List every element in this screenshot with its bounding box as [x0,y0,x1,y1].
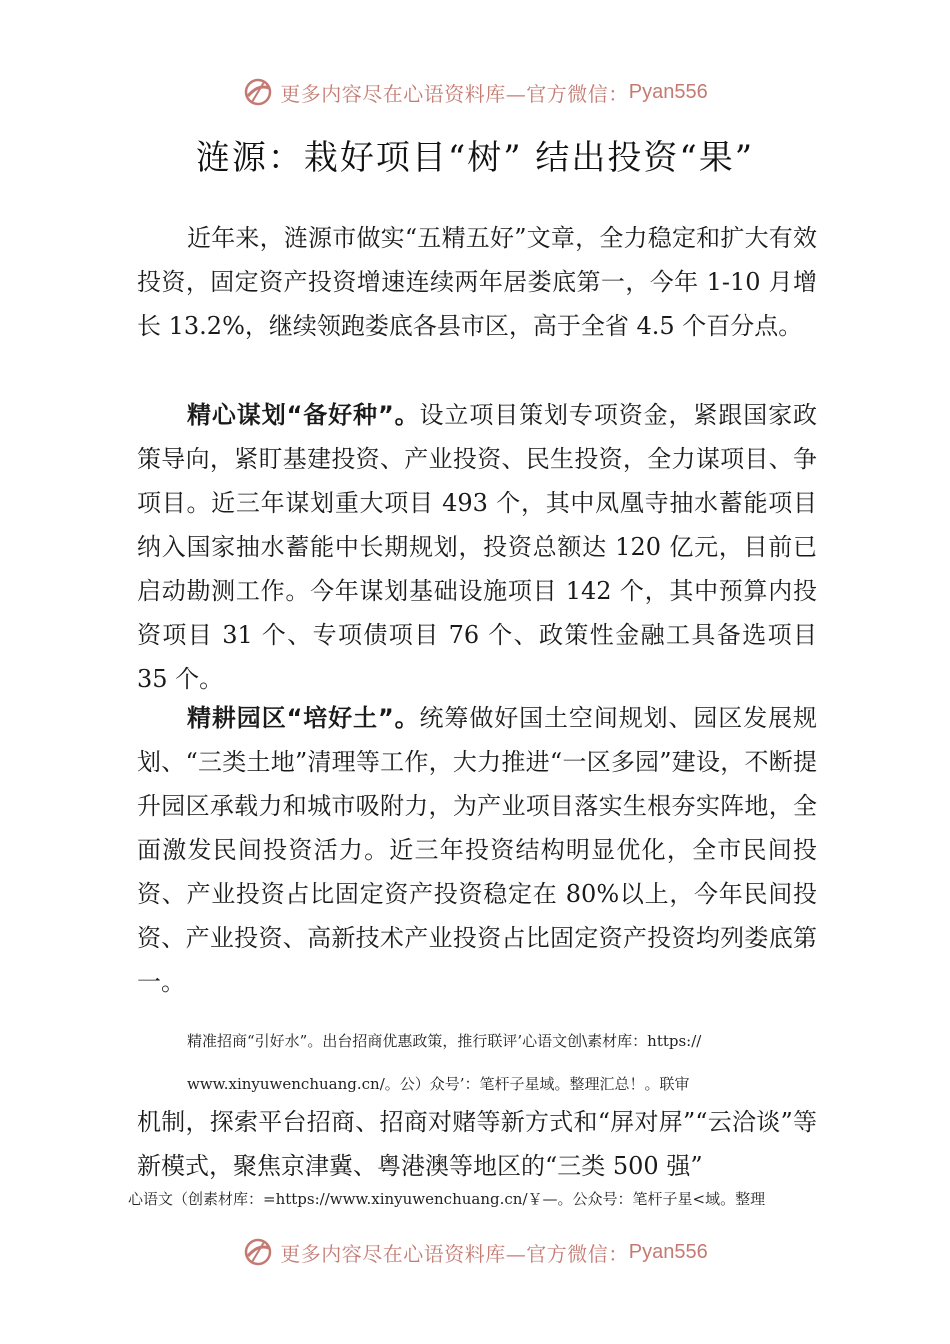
paragraph-park-lead: 精耕园区“培好土”。 [187,704,420,732]
logo-icon [242,1236,274,1268]
paragraph-park-body: 统筹做好国土空间规划、园区发展规划、“三类土地”清理等工作，大力推进“一区多园”建设，不断提升园区承载力和城市吸附力，为产业项目落实生根夯实阵地，全面激发民间投资活力。近三年投资结构明显优化，全市民间投资、产业投资占比固定资产投资稳定在 80%以上，今年民间投资、产业投资、高新技术产业投资占比固定资产投资均列娄底第一。 [137,704,818,996]
paragraph-intro: 近年来，涟源市做实“五精五好”文章，全力稳定和扩大有效投资，固定资产投资增速连续两年居娄底第一，今年 1-10 月增长 13.2%，继续领跑娄底各县市区，高于全省 4.5 个百分点。 [137,224,817,340]
watermark-wechat-id: Pyan556 [628,1240,708,1263]
watermark-banner-top [0,72,950,112]
page-title: 涟源：栽好项目“树” 结出投资“果” [195,138,755,178]
paragraph-park [137,696,817,1004]
watermark-wechat-id: Pyan556 [628,80,708,103]
small-line-2: www.xinyuwenchuang.cn/。公）众号’：笔杆子星域。整理汇总！。联审 [187,1075,690,1093]
watermark-banner-bottom [0,1232,950,1272]
watermark-text: 更多内容尽在心语资料库—官方微信： [280,1241,629,1266]
paragraph-investment: 机制，探索平台招商、招商对赌等新方式和“屏对屏”“云洽谈”等新模式，聚焦京津冀、粤港澳等地区的“三类 500 强” [137,1108,817,1180]
paragraph-planning-body: 设立项目策划专项资金，紧跟国家政策导向，紧盯基建投资、产业投资、民生投资，全力谋项目、争项目。近三年谋划重大项目 493 个，其中凤凰寺抽水蓄能项目纳入国家抽水蓄能中长期规划，投资总额达 120 亿元，目前已启动勘测工作。今年谋划基础设施项目 142 个，其中预算内投资项目 31 个、专项债项目 76 个、政策性金融工具备选项目 35 个。 [137,401,818,693]
small-line-1: 精准招商“引好水”。出台招商优惠政策，推行联评’心语文创\素材库：https:// [187,1032,702,1050]
paragraph-planning [137,393,817,701]
logo-icon [242,76,274,108]
footer-note: 心语文（创素材库：=https://www.xinyuwenchuang.cn/￥—。公众号：笔杆子星<域。整理 [128,1190,766,1208]
paragraph-planning-lead: 精心谋划“备好种”。 [187,401,420,429]
watermark-text: 更多内容尽在心语资料库—官方微信： [280,81,629,106]
